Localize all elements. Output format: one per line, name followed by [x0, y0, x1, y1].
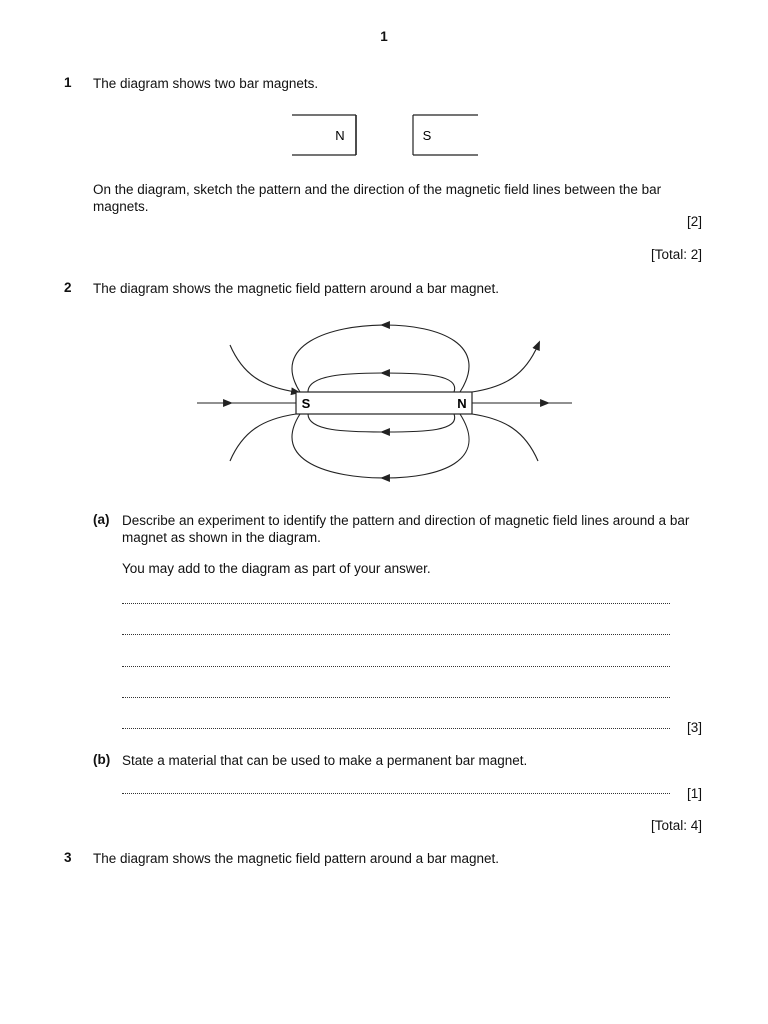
question-1-instruction: On the diagram, sketch the pattern and the direction of the magnetic field lines between the bar magnets. — [93, 182, 662, 214]
left-magnet-pole-label: N — [335, 128, 345, 143]
question-2a-note: You may add to the diagram as part of your answer. — [122, 561, 431, 576]
field-line-right-upper — [472, 345, 538, 392]
answer-line-2a-3[interactable] — [122, 660, 670, 667]
question-2b-marks: [1] — [686, 786, 702, 801]
question-2a-label: (a) — [93, 512, 110, 527]
question-2b-label: (b) — [93, 752, 111, 767]
question-2a-marks: [3] — [686, 720, 702, 735]
answer-line-2a-2[interactable] — [122, 628, 670, 635]
question-2a-text: Describe an experiment to identify the pattern and direction of magnetic field lines around a bar magnet as shown in the diagram. — [122, 513, 690, 545]
answer-line-2a-4[interactable] — [122, 691, 670, 698]
field-line-inner-bottom — [308, 414, 455, 432]
field-line-outer-top — [292, 325, 469, 392]
left-magnet — [292, 115, 356, 155]
question-1-total: [Total: 2] — [650, 247, 702, 262]
field-line-outer-bottom — [292, 414, 469, 478]
question-1-intro: The diagram shows two bar magnets. — [93, 76, 319, 91]
bar-magnet-field-diagram — [190, 315, 585, 490]
field-line-left-upper — [230, 345, 296, 392]
bar-magnet — [296, 392, 472, 414]
answer-line-2b-1[interactable] — [122, 787, 670, 794]
page-number: 1 — [380, 29, 388, 44]
answer-line-2a-1[interactable] — [122, 597, 670, 604]
field-line-right-lower — [472, 414, 538, 461]
field-line-left-lower — [230, 414, 296, 461]
right-magnet-pole-label: S — [422, 128, 432, 143]
question-2b-text: State a material that can be used to make a permanent bar magnet. — [122, 753, 528, 768]
question-1-number: 1 — [64, 75, 72, 90]
question-2-intro: The diagram shows the magnetic field pattern around a bar magnet. — [93, 281, 499, 296]
right-magnet — [413, 115, 478, 155]
question-3-number: 3 — [64, 850, 72, 865]
field-line-inner-top — [308, 373, 455, 392]
magnet-s-pole-label: S — [301, 396, 311, 411]
question-3-intro: The diagram shows the magnetic field pattern around a bar magnet. — [93, 851, 499, 866]
magnet-n-pole-label: N — [457, 396, 467, 411]
answer-line-2a-5[interactable] — [122, 722, 670, 729]
two-bar-magnets-diagram — [280, 108, 490, 164]
question-2-number: 2 — [64, 280, 72, 295]
question-1-marks: [2] — [686, 214, 702, 229]
question-2-total: [Total: 4] — [650, 818, 702, 833]
